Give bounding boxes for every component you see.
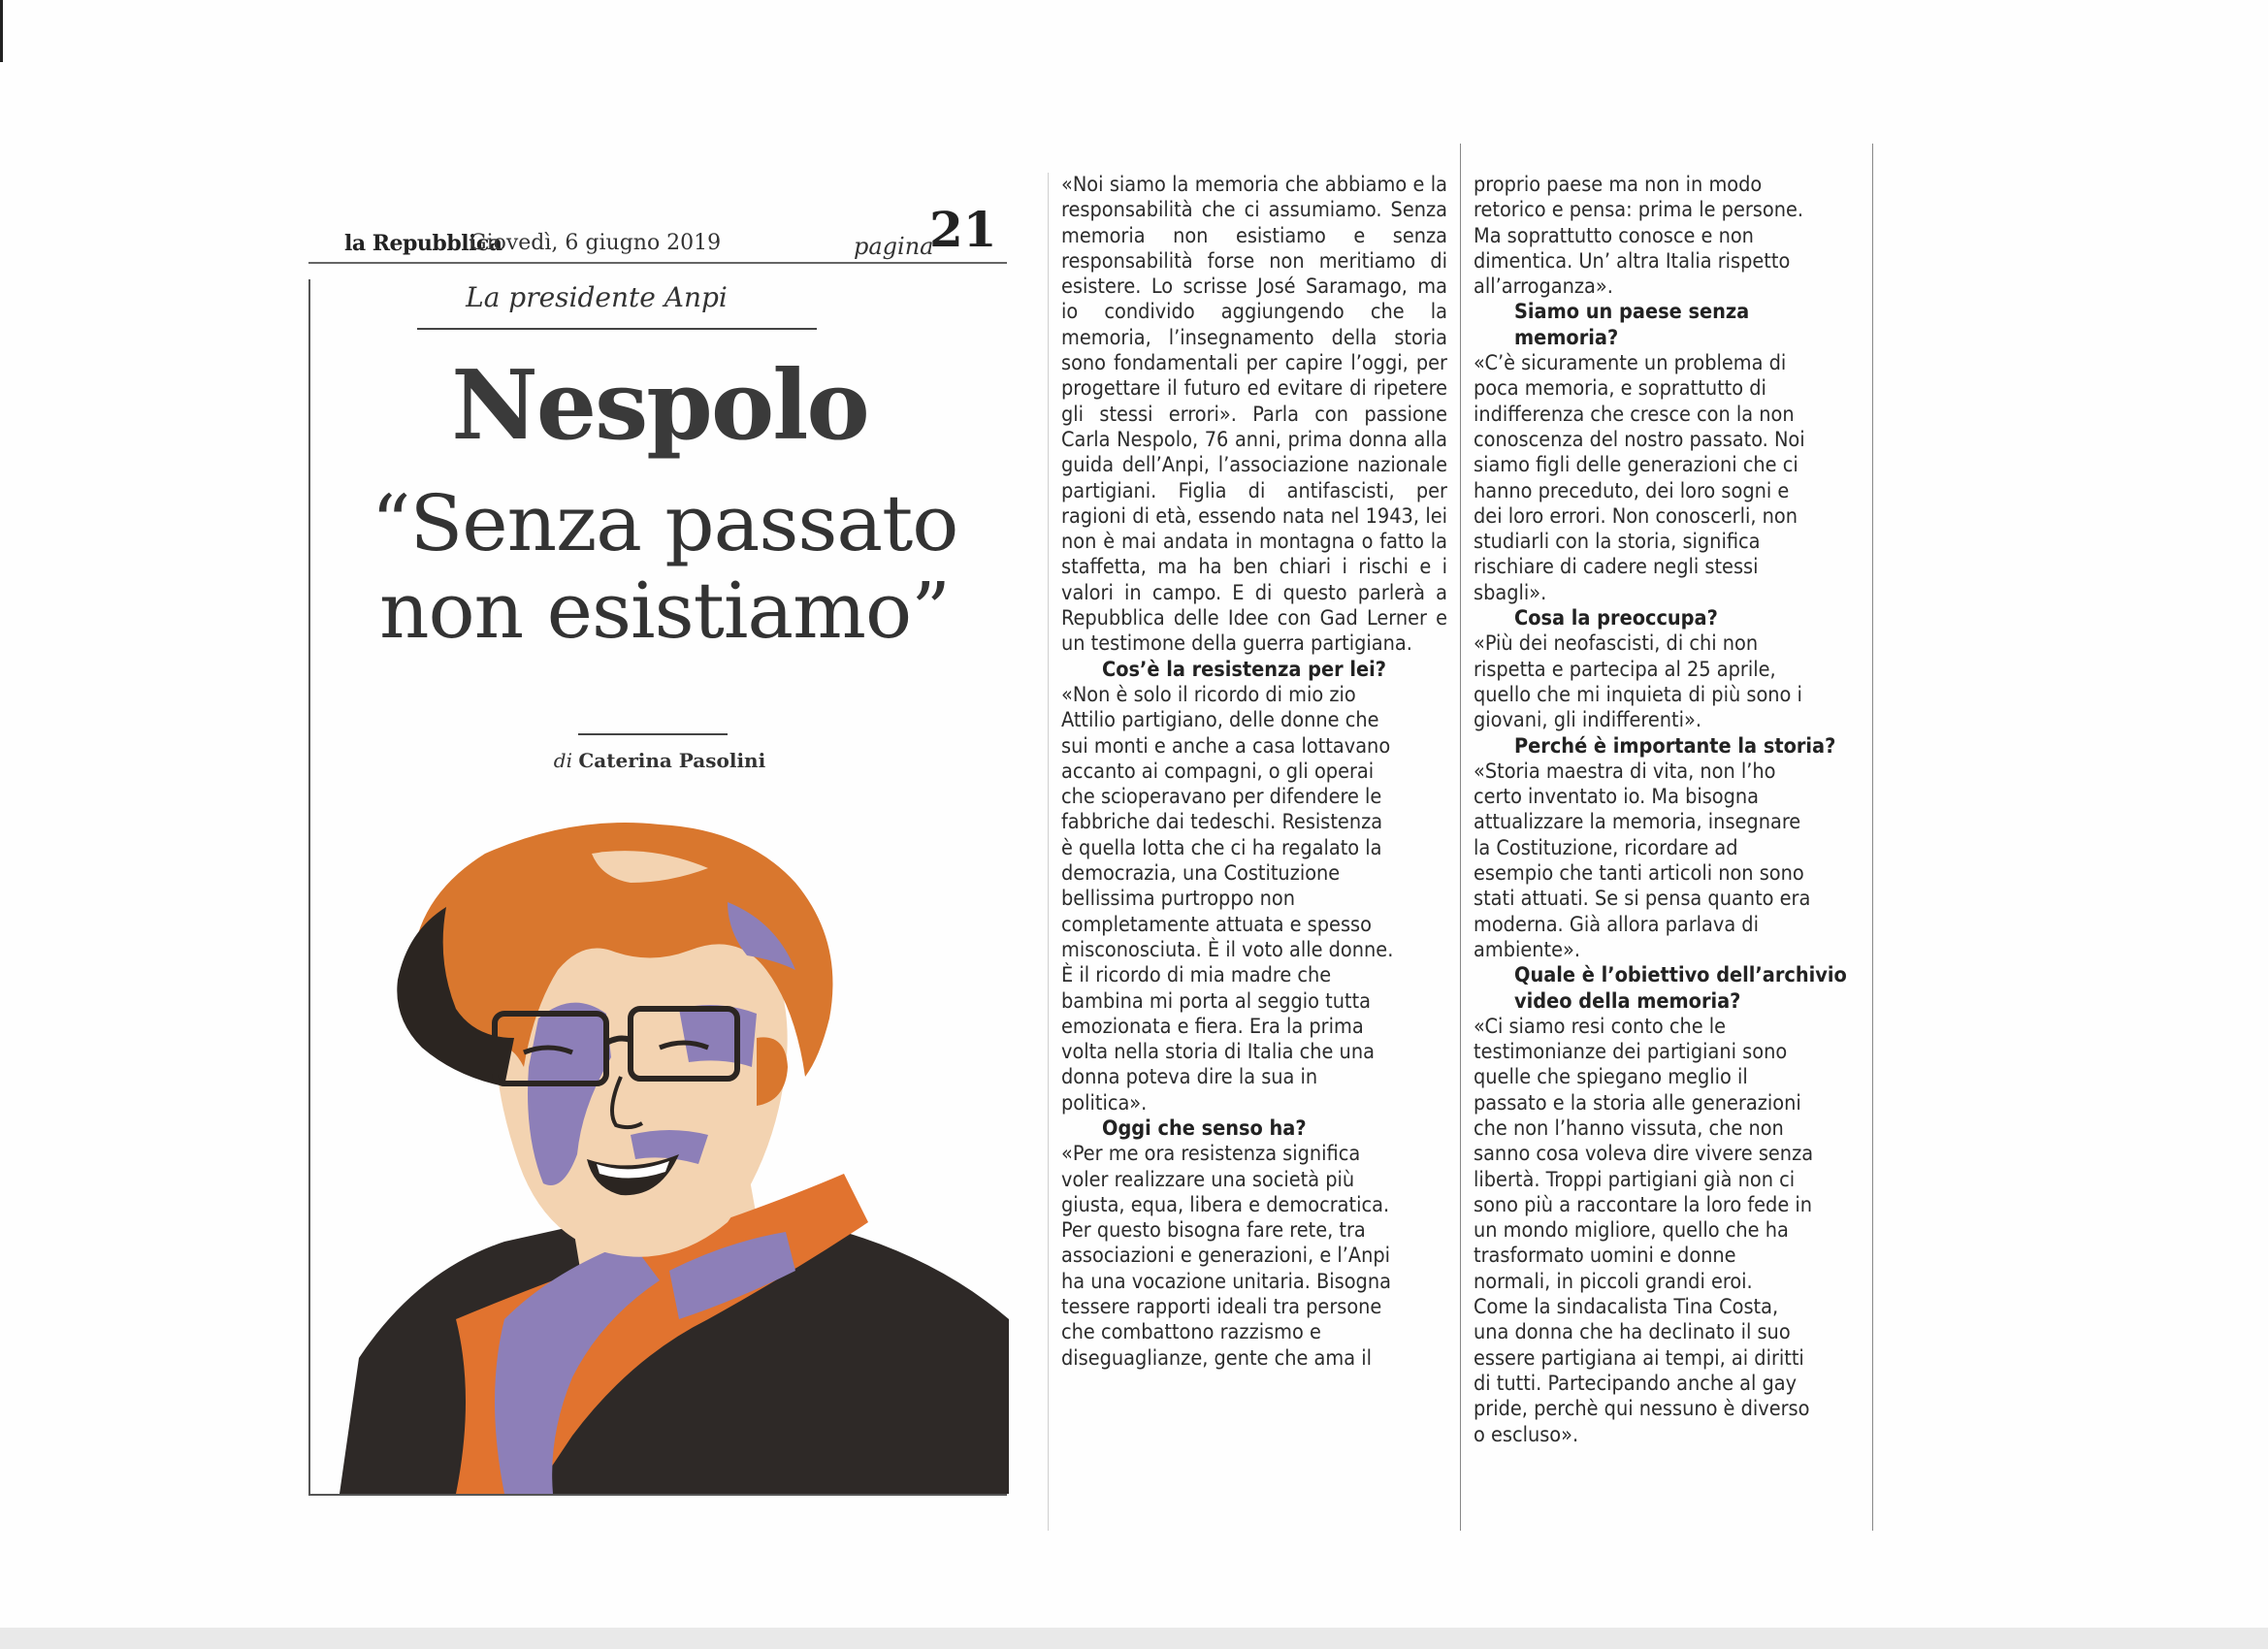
text-line: essere partigiana ai tempi, ai diritti (1474, 1345, 1804, 1371)
interview-question (1474, 300, 1862, 351)
article-paragraph (1474, 631, 1862, 733)
text-line: libertà. Troppi partigiani già non ci (1474, 1167, 1796, 1192)
text-line: emozionata e fiera. Era la prima (1061, 1014, 1364, 1039)
kicker-rule (417, 328, 817, 330)
text-line: passato e la storia alle generazioni (1474, 1090, 1801, 1116)
question-line: video della memoria? (1514, 988, 1741, 1014)
text-line: dimentica. Un’ altra Italia rispetto (1474, 248, 1791, 274)
column-left-edge (1048, 173, 1049, 1531)
text-line: è quella lotta che ci ha regalato la (1061, 835, 1382, 860)
text-line: rischiare di cadere negli stessi (1474, 555, 1759, 580)
text-line: tessere rapporti ideali tra persone (1061, 1295, 1382, 1320)
text-line: proprio paese ma non in modo (1474, 173, 1763, 197)
interview-question: Perché è importante la storia? (1514, 733, 1836, 759)
publication-date: Giovedì, 6 giugno 2019 (470, 231, 722, 255)
text-line: giovani, gli indifferenti». (1474, 708, 1701, 733)
text-line: «Storia maestra di vita, non l’ho (1474, 759, 1776, 784)
text-line: moderna. Già allora parlava di (1474, 912, 1759, 937)
article-paragraph: «Noi siamo la memoria che abbiamo e la responsabilità che ci assumiamo. Senza memoria non esistiamo e senza responsabilità forse non meritiamo di esistere. Lo scrisse José Saramago, ma io condivido aggiungendo che la memoria, l’insegnamento della storia sono fondamentali per capire l’oggi, per progettare il futuro ed evitare di ripetere gli stessi errori». Parla con passione Carla Nespolo, 76 anni, prima donna alla guida dell’Anpi, l’associazione nazionale partigiani. Figlia di antifascisti, per ragioni di età, essendo nata nel 1943, lei non è mai andata in montagna o fatto la staffetta, ma ha ben chiari i rischi e i valori in campo. E di questo parlerà a Repubblica delle Idee con Gad Lerner e un testimone della guerra partigiana. (1061, 173, 1447, 657)
text-line: giusta, equa, libera e democratica. (1061, 1192, 1390, 1217)
portrait-illustration (340, 815, 1009, 1494)
article-paragraph (1061, 683, 1447, 1116)
text-line: «Più dei neofascisti, di chi non (1474, 631, 1759, 657)
text-line: sono più a raccontare la loro fede in (1474, 1192, 1813, 1217)
article-paragraph (1474, 351, 1862, 606)
text-line: che scioperavano per difendere le (1061, 785, 1382, 810)
article-paragraph (1474, 760, 1862, 963)
article-column-2 (1474, 173, 1862, 1448)
text-line: Per questo bisogna fare rete, tra (1061, 1218, 1366, 1244)
text-line: quello che mi inquieta di più sono i (1474, 682, 1802, 707)
text-line: sui monti e anche a casa lottavano (1061, 733, 1391, 759)
headline-quote (330, 480, 999, 654)
text-line: attualizzare la memoria, insegnare (1474, 810, 1801, 835)
interview-question: Cos’è la resistenza per lei? (1102, 657, 1386, 682)
text-line: all’arroganza». (1474, 275, 1613, 300)
question-line: Siamo un paese senza (1514, 300, 1750, 325)
text-line: la Costituzione, ricordare ad (1474, 835, 1738, 860)
text-line: Ma soprattutto conosce e non (1474, 223, 1754, 248)
text-line: È il ricordo di mia madre che (1061, 963, 1332, 988)
text-line: voler realizzare una società più (1061, 1167, 1355, 1192)
page-label: pagina (854, 233, 934, 260)
text-line: ambiente». (1474, 937, 1580, 962)
text-line: dei loro errori. Non conoscerli, non (1474, 503, 1798, 529)
headline-quote-line-2: non esistiamo” (378, 565, 951, 656)
byline-rule (578, 733, 728, 735)
bottom-frame-line (308, 1494, 1007, 1496)
text-line: donna poteva dire la sua in (1061, 1065, 1318, 1090)
column-divider (1460, 144, 1461, 1531)
column-right-edge (1872, 144, 1873, 1531)
kicker: La presidente Anpi (466, 281, 728, 313)
text-line: pride, perchè qui nessuno è diverso (1474, 1397, 1810, 1422)
text-line: accanto ai compagni, o gli operai (1061, 759, 1375, 784)
headline-name: Nespolo (451, 350, 868, 462)
question-line: memoria? (1514, 325, 1619, 350)
text-line: completamente attuata e spesso (1061, 912, 1372, 937)
text-line: un mondo migliore, quello che ha (1474, 1218, 1789, 1244)
masthead: la Repubblica (344, 231, 502, 256)
text-line: volta nella storia di Italia che una (1061, 1040, 1375, 1065)
text-line: diseguaglianze, gente che ama il (1061, 1345, 1372, 1371)
text-line: certo inventato io. Ma bisogna (1474, 785, 1760, 810)
byline (310, 749, 1009, 772)
text-line: indifferenza che cresce con la non (1474, 402, 1795, 427)
byline-author: Caterina Pasolini (578, 749, 766, 772)
text-line: politica». (1061, 1090, 1148, 1116)
text-line: misconosciuta. È il voto alle donne. (1061, 937, 1394, 962)
scan-bottom-strip (0, 1628, 2268, 1649)
interview-question: Cosa la preoccupa? (1514, 606, 1718, 631)
text-line: «C’è sicuramente un problema di (1474, 351, 1787, 376)
text-line: che combattono razzismo e (1061, 1320, 1321, 1345)
article-paragraph (1474, 173, 1862, 300)
byline-prefix: di (553, 749, 572, 772)
article-column-1 (1061, 173, 1447, 1372)
text-line: siamo figli delle generazioni che ci (1474, 453, 1798, 478)
text-line: normali, in piccoli grandi eroi. (1474, 1269, 1753, 1294)
text-line: hanno preceduto, dei loro sogni e (1474, 478, 1790, 503)
text-line: o escluso». (1474, 1422, 1579, 1447)
text-line: bambina mi porta al seggio tutta (1061, 988, 1372, 1014)
text-line: Attilio partigiano, delle donne che (1061, 708, 1379, 733)
text-line: esempio che tanti articoli non sono (1474, 861, 1804, 887)
text-line: ha una vocazione unitaria. Bisogna (1061, 1269, 1391, 1294)
left-frame-line (308, 279, 310, 1494)
text-line: sanno cosa voleva dire vivere senza (1474, 1142, 1814, 1167)
text-line: quelle che spiegano meglio il (1474, 1065, 1748, 1090)
article-paragraph (1474, 1015, 1862, 1448)
text-line: democrazia, una Costituzione (1061, 861, 1341, 887)
text-line: poca memoria, e soprattutto di (1474, 376, 1766, 402)
scan-corner-mark (0, 0, 3, 62)
text-line: testimonianze dei partigiani sono (1474, 1040, 1788, 1065)
text-line: Come la sindacalista Tina Costa, (1474, 1295, 1779, 1320)
text-line: rispetta e partecipa al 25 aprile, (1474, 657, 1776, 682)
text-line: «Per me ora resistenza significa (1061, 1142, 1361, 1167)
text-line: che non l’hanno vissuta, che non (1474, 1116, 1784, 1141)
text-line: fabbriche dai tedeschi. Resistenza (1061, 810, 1383, 835)
text-line: di tutti. Partecipando anche al gay (1474, 1371, 1798, 1396)
text-line: conoscenza del nostro passato. Noi (1474, 427, 1805, 452)
text-line: «Ci siamo resi conto che le (1474, 1014, 1727, 1039)
question-line: Quale è l’obiettivo dell’archivio (1514, 963, 1847, 988)
text-line: bellissima purtroppo non (1061, 887, 1295, 912)
text-line: retorico e pensa: prima le persone. (1474, 198, 1804, 223)
text-line: studiarli con la storia, significa (1474, 530, 1761, 555)
text-line: associazioni e generazioni, e l’Anpi (1061, 1244, 1391, 1269)
text-line: stati attuati. Se si pensa quanto era (1474, 887, 1811, 912)
header-rule (308, 262, 1007, 264)
text-line: una donna che ha declinato il suo (1474, 1320, 1791, 1345)
text-line: trasformato uomini e donne (1474, 1244, 1736, 1269)
face-shading-3-shape (679, 1005, 757, 1067)
interview-question (1474, 963, 1862, 1015)
text-line: sbagli». (1474, 580, 1547, 605)
page-number: 21 (929, 201, 997, 258)
article-paragraph (1061, 1142, 1447, 1372)
headline-quote-line-1: “Senza passato (371, 478, 958, 568)
text-line: «Non è solo il ricordo di mio zio (1061, 682, 1356, 707)
interview-question: Oggi che senso ha? (1102, 1116, 1307, 1141)
